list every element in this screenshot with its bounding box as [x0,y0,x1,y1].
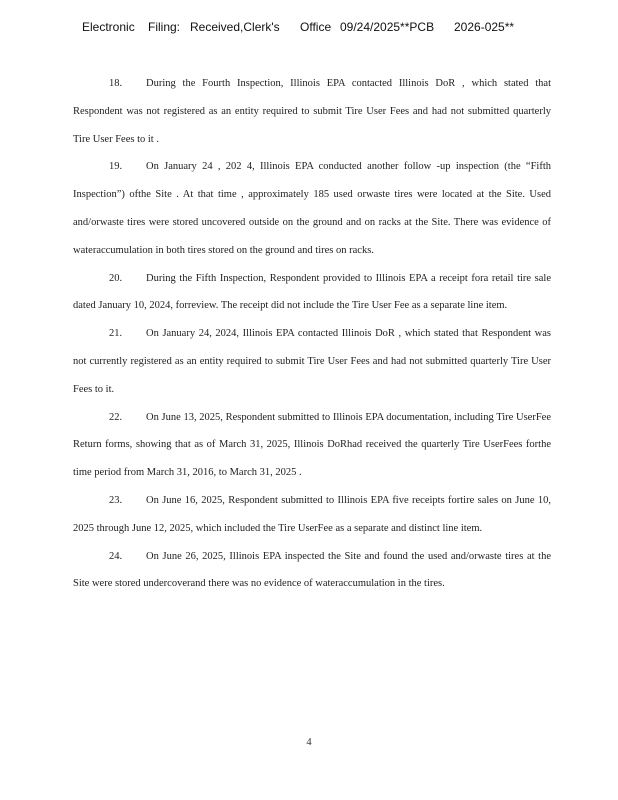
paragraph-21 [73,320,551,403]
paragraph-number: 22. [109,411,123,423]
paragraph-19 [73,153,551,264]
paragraph-text: During the Fourth Inspection, Illinois EPA contacted Illinois DoR , which stated that Respondent was not registered as an entity required to submit Tire User Fees and had not submitted quarterly Tire User Fees to it . [73,78,551,145]
paragraph-24 [73,543,551,599]
paragraph-text: On June 16, 2025, Respondent submitted to Illinois EPA five receipts fortire sales on June 10, 2025 through June 12, 2025, which included the Tire UserFee as a separate and distinct line item. [73,494,551,534]
paragraph-number: 19. [109,161,123,173]
document-body [73,70,551,598]
paragraph-number: 21. [109,328,123,340]
paragraph-text: On January 24, 2024, Illinois EPA contacted Illinois DoR , which stated that Respondent was not currently registered as an entity required to submit Tire User Fees and had not submitted quarterly Tire User Fees to it. [73,328,551,395]
header-case-number: 2026-025** [454,20,515,34]
paragraph-number: 18. [109,78,123,89]
header-office: Office [300,20,332,34]
header-electronic: Electronic [82,20,135,34]
paragraph-22 [73,404,551,487]
paragraph-18 [73,70,551,153]
paragraph-23 [73,487,551,543]
header-filing: Filing: [148,20,181,34]
paragraph-text: On June 26, 2025, Illinois EPA inspected the Site and found the used and/orwaste tires at the Site were stored undercoverand there was no evidence of wateraccumulation in the tires. [73,550,551,590]
paragraph-number: 20. [109,272,123,284]
paragraph-number: 23. [109,494,123,506]
header-received: Received,Clerk's [190,20,280,34]
paragraph-20 [73,265,551,321]
filing-header [82,20,542,36]
paragraph-text: During the Fifth Inspection, Respondent provided to Illinois EPA a receipt fora retail tire sale dated January 10, 2024, forreview. The receipt did not include the Tire User Fee as a separate line item. [73,272,551,312]
page-number: 4 [306,737,312,748]
paragraph-text: On June 13, 2025, Respondent submitted to Illinois EPA documentation, including Tire UserFee Return forms, showing that as of March 31, 2025, Illinois DoRhad received the quarterly Tire UserFees forthe time period from March 31, 2016, to March 31, 2025 . [73,411,551,479]
paragraph-text: On January 24 , 202 4, Illinois EPA conducted another follow -up inspection (the “Fifth Inspection”) ofthe Site . At that time , approximately 185 used orwaste tires were located at the Site. Used and/orwaste tires were stored uncovered outside on the ground and on racks at the Site. There was evidence of wateraccumulation in both tires stored on the ground and tires on racks. [73,161,551,256]
paragraph-number: 24. [109,550,123,562]
header-date: 09/24/2025**PCB [340,20,435,34]
